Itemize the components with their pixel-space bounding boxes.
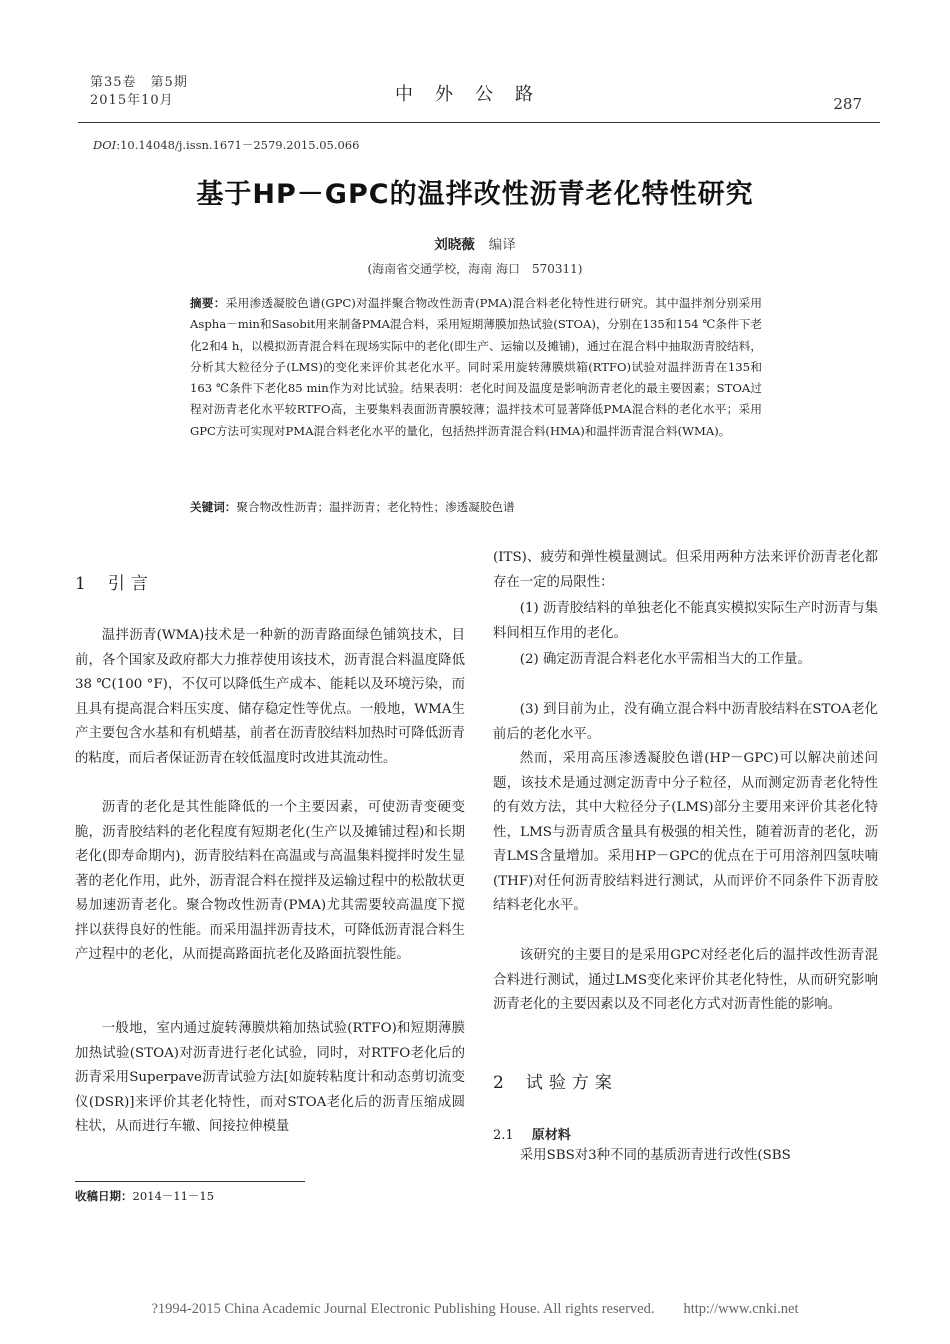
section-1-title: 引言	[107, 574, 154, 594]
body-paragraph-continued: (ITS)、疲劳和弹性模量测试。但采用两种方法来评价沥青老化都存在一定的局限性：	[493, 550, 878, 590]
author-line	[0, 233, 950, 253]
keywords	[190, 497, 762, 518]
subsection-number: 2.1	[493, 1128, 514, 1143]
limitation-item: (1) 沥青胶结料的单独老化不能真实模拟实际生产时沥青与集料间相互作用的老化。	[493, 601, 878, 641]
copyright-notice: ?1994-2015 China Academic Journal Electronic Publishing House. All rights reserved. http://www.cnki.net	[151, 1301, 799, 1317]
section-2-heading	[493, 1071, 618, 1096]
volume-issue: 第35卷 第5期	[90, 75, 188, 90]
section-2-title: 试验方案	[525, 1073, 618, 1093]
author-name: 刘晓薇	[434, 237, 475, 253]
received-date	[75, 1188, 214, 1204]
keywords-text: 聚合物改性沥青；温拌沥青；老化特性；渗透凝胶色谱	[236, 500, 515, 514]
limitation-item: (3) 到目前为止，没有确立混合料中沥青胶结料在STOA老化前后的老化水平。	[493, 702, 878, 742]
body-paragraph: 一般地，室内通过旋转薄膜烘箱加热试验(RTFO)和短期薄膜加热试验(STOA)对沥青进行老化试验，同时，对RTFO老化后的沥青采用Superpave沥青试验方法[如旋转粘度计和动态剪切流变仪(DSR)]来评价其老化特性，而对STOA老化后的沥青压缩成圆柱状，从而进行车辙、间接拉伸模量	[75, 1021, 465, 1134]
section-2-number: 2	[493, 1073, 504, 1093]
subsection-title: 原材料	[531, 1128, 571, 1143]
article-title: 基于HP－GPC的温拌改性沥青老化特性研究	[196, 179, 754, 210]
body-paragraph: 然而，采用高压渗透凝胶色谱(HP－GPC)可以解决前述问题，该技术是通过测定沥青中分子粒径，从而测定沥青老化特性的有效方法，其中大粒径分子(LMS)部分主要用来评价其老化特性，LMS与沥青质含量具有极强的相关性，随着沥青的老化，沥青LMS含量增加。采用HP－GPC的优点在于可用溶剂四氢呋喃(THF)对任何沥青胶结料进行测试，从而评价不同条件下沥青胶结料老化水平。	[493, 751, 878, 913]
abstract-label: 摘要：	[190, 296, 226, 310]
doi-line	[93, 137, 359, 153]
body-paragraph: 采用SBS对3种不同的基质沥青进行改性(SBS	[519, 1148, 791, 1163]
body-paragraph: 温拌沥青(WMA)技术是一种新的沥青路面绿色铺筑技术，目前，各个国家及政府都大力推荐使用该技术，沥青混合料温度降低38 ℃(100 °F)，不仅可以降低生产成本、能耗以及环境污染，而且具有提高混合料压实度、储存稳定性等优点。一般地，WMA生产主要包含水基和有机蜡基，前者在沥青胶结料加热时可降低沥青的粘度，而后者保证沥青在较低温度时改进其流动性。	[75, 628, 465, 766]
header-divider	[78, 122, 880, 123]
page-number: 287	[833, 95, 862, 113]
keywords-label: 关键词：	[190, 500, 237, 514]
limitation-item: (2) 确定沥青混合料老化水平需相当大的工作量。	[519, 652, 811, 667]
received-label: 收稿日期：	[75, 1189, 133, 1203]
abstract	[190, 293, 762, 442]
section-1-heading	[75, 572, 154, 597]
author-affiliation: (海南省交通学校，海南 海口 570311)	[367, 262, 583, 276]
abstract-text: 采用渗透凝胶色谱(GPC)对温拌聚合物改性沥青(PMA)混合料老化特性进行研究。其中温拌剂分别采用Aspha－min和Sasobit用来制备PMA混合料，采用短期薄膜加热试验(STOA)，分别在135和154 ℃条件下老化2和4 h，以模拟沥青混合料在现场实际中的老化(即生产、运输以及摊铺)，通过在混合料中抽取沥青胶结料，分析其大粒径分子(LMS)的变化来评价其老化水平。同时采用旋转薄膜烘箱(RTFO)试验对温拌沥青在135和163 ℃条件下老化85 min作为对比试验。结果表明：老化时间及温度是影响沥青老化的最主要因素；STOA过程对沥青老化水平较RTFO高，主要集料表面沥青膜较薄；温拌技术可显著降低PMA混合料的老化水平；采用GPC方法可实现对PMA混合料老化水平的量化，包括热拌沥青混合料(HMA)和温拌沥青混合料(WMA)。	[190, 296, 762, 438]
journal-name: 中外公路	[395, 84, 555, 105]
received-value: 2014－11－15	[132, 1189, 215, 1203]
section-1-number: 1	[75, 574, 86, 594]
body-paragraph: 该研究的主要目的是采用GPC对经老化后的温拌改性沥青混合料进行测试，通过LMS变化来评价其老化特性，从而研究影响沥青老化的主要因素以及不同老化方式对沥青性能的影响。	[493, 948, 878, 1012]
doi-value: :10.14048/j.issn.1671－2579.2015.05.066	[116, 138, 360, 152]
issue-date: 2015年10月	[90, 93, 174, 108]
footnote-divider	[75, 1181, 305, 1182]
doi-label: DOI	[93, 138, 117, 152]
body-paragraph: 沥青的老化是其性能降低的一个主要因素，可使沥青变硬变脆，沥青胶结料的老化程度有短期老化(生产以及摊铺过程)和长期老化(即寿命期内)，沥青胶结料在高温或与高温集料搅拌时发生显著的老化作用，此外，沥青混合料在搅拌及运输过程中的松散状更易加速沥青老化。聚合物改性沥青(PMA)尤其需要较高温度下搅拌以获得良好的性能。而采用温拌沥青技术，可降低沥青混合料生产过程中的老化，从而提高路面抗老化及路面抗裂性能。	[75, 800, 465, 962]
author-role: 编译	[488, 237, 516, 253]
